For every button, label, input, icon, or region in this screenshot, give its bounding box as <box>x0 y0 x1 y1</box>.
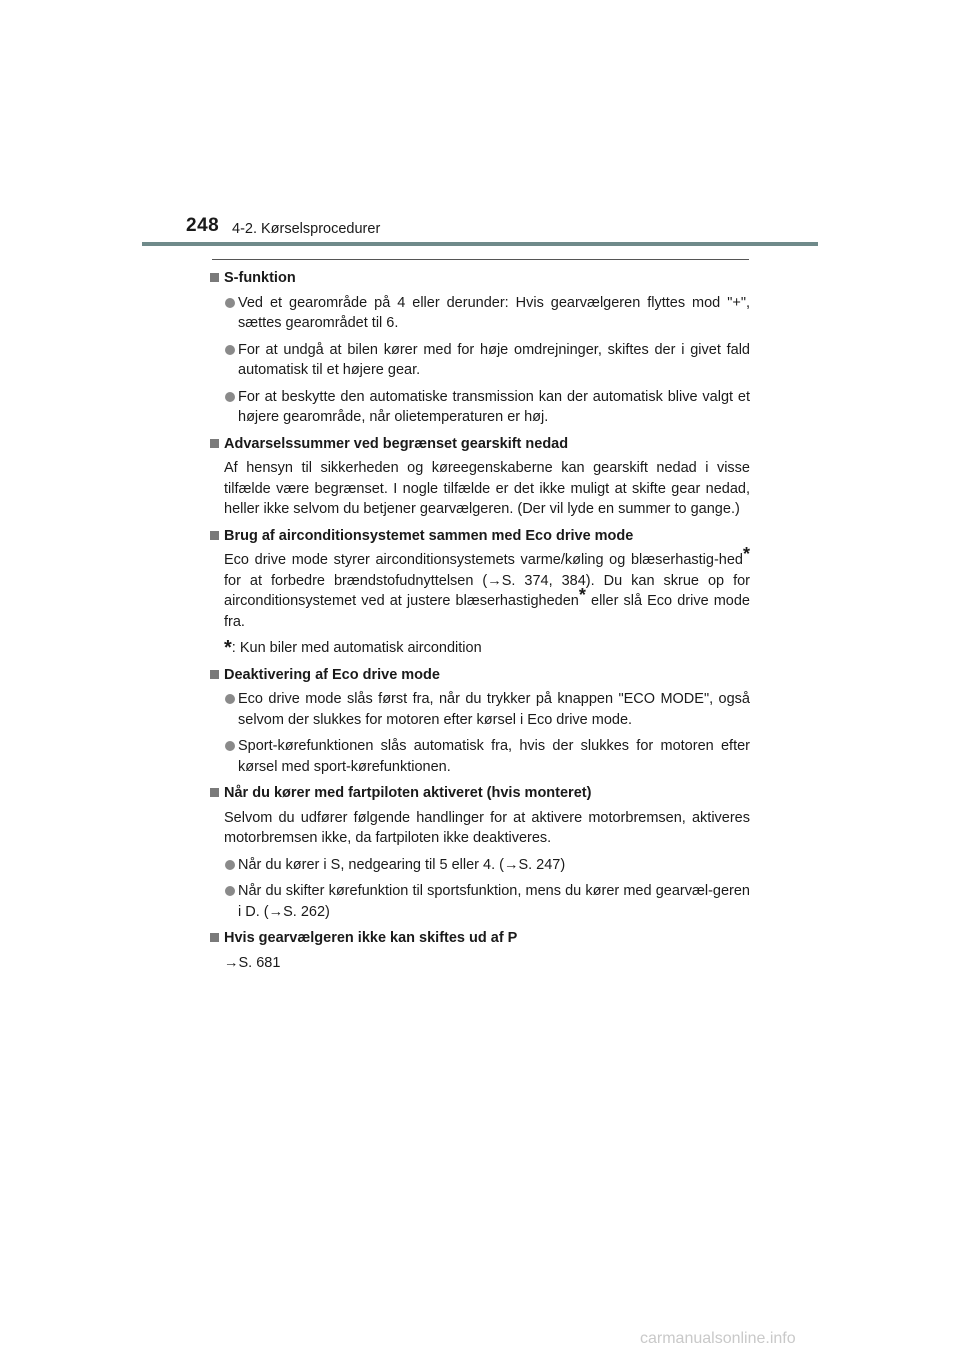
arrow-icon: → <box>487 572 502 589</box>
list-item: Når du skifter kørefunktion til sportsfunktion, mens du kører med gearvæl-geren i D. (→S. 262) <box>210 881 750 922</box>
circle-bullet-icon <box>225 860 235 870</box>
page-content <box>210 268 750 979</box>
asterisk-mark: * <box>742 544 750 564</box>
circle-bullet-icon <box>225 345 235 355</box>
section-heading: Deaktivering af Eco drive mode <box>210 665 750 686</box>
asterisk-mark: * <box>578 585 586 605</box>
section-aircon <box>210 526 750 659</box>
circle-bullet-icon <box>225 741 235 751</box>
square-bullet-icon <box>210 439 219 448</box>
circle-bullet-icon <box>225 886 235 896</box>
section-eco-deactivation <box>210 665 750 778</box>
section-heading: S-funktion <box>210 268 750 289</box>
paragraph: Af hensyn til sikkerheden og køreegenskaberne kan gearskift nedad i visse tilfælde være begrænset. I nogle tilfælde er det ikke muligt at skifte gear nedad, heller ikke selvom du betjener gearvælgeren. (Der vil lyde en summer to gange.) <box>224 460 750 517</box>
page-reference: →S. 681 <box>224 954 281 971</box>
section-heading: Advarselssummer ved begrænset gearskift nedad <box>210 434 750 455</box>
header-divider <box>142 242 818 246</box>
watermark: carmanualsonline.info <box>640 1330 796 1347</box>
list-item: For at undgå at bilen kører med for høje omdrejninger, skiftes der i givet fald automatisk til et højere gear. <box>210 340 750 381</box>
square-bullet-icon <box>210 788 219 797</box>
list-item: Eco drive mode slås først fra, når du trykker på knappen "ECO MODE", også selvom der slukkes for motoren efter kørsel i Eco drive mode. <box>210 689 750 730</box>
list-item: Sport-kørefunktionen slås automatisk fra, hvis der slukkes for motoren efter kørsel med sport-kørefunktionen. <box>210 736 750 777</box>
list-item: Ved et gearområde på 4 eller derunder: Hvis gearvælgeren flyttes mod "+", sættes gearområdet til 6. <box>210 293 750 334</box>
list-item: Når du kører i S, nedgearing til 5 eller 4. (→S. 247) <box>210 855 750 876</box>
page-number: 248 <box>186 215 220 236</box>
circle-bullet-icon <box>225 694 235 704</box>
content-divider <box>212 259 749 260</box>
list-item: For at beskytte den automatiske transmission kan der automatisk blive valgt et højere gearområde, når olietemperaturen er høj. <box>210 387 750 428</box>
footnote: *: Kun biler med automatisk aircondition <box>224 637 482 659</box>
square-bullet-icon <box>210 273 219 282</box>
asterisk-mark: * <box>224 637 232 659</box>
section-heading: Brug af airconditionsystemet sammen med Eco drive mode <box>210 526 750 547</box>
square-bullet-icon <box>210 670 219 679</box>
paragraph: Eco drive mode styrer airconditionsystemets varme/køling og blæserhastig-hed* for at forbedre brændstofudnyttelsen (→S. 374, 384). Du kan skrue op for airconditionsystemet ved at justere blæserhastigheden* eller slå Eco drive mode fra. <box>224 544 750 630</box>
page-header <box>0 0 960 250</box>
paragraph: Selvom du udfører følgende handlinger for at aktivere motorbremsen, aktiveres motorbremsen ikke, da fartpiloten ikke deaktiveres. <box>224 809 750 846</box>
section-heading: Hvis gearvælgeren ikke kan skiftes ud af P <box>210 928 750 949</box>
section-s-function <box>210 268 750 428</box>
square-bullet-icon <box>210 531 219 540</box>
section-cruise-control <box>210 783 750 922</box>
section-warning-buzzer <box>210 434 750 520</box>
section-heading: Når du kører med fartpiloten aktiveret (hvis monteret) <box>210 783 750 804</box>
square-bullet-icon <box>210 933 219 942</box>
section-shift-p <box>210 928 750 973</box>
circle-bullet-icon <box>225 298 235 308</box>
chapter-title: 4-2. Kørselsprocedurer <box>232 221 381 237</box>
circle-bullet-icon <box>225 392 235 402</box>
